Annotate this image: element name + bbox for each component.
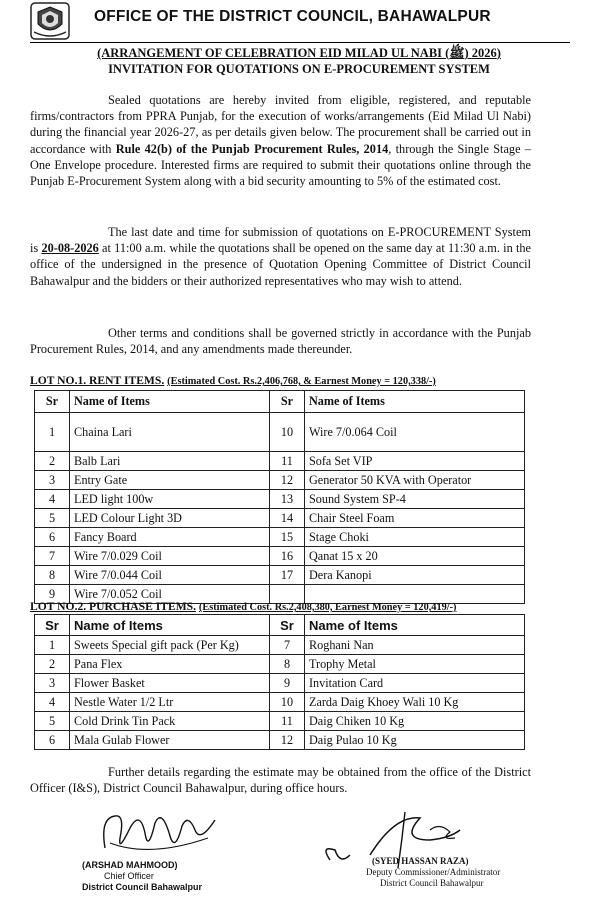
deadline-paragraph bbox=[30, 224, 531, 289]
item-name-cell: Wire 7/0.052 Coil bbox=[70, 585, 270, 604]
item-name-cell: Nestle Water 1/2 Ltr bbox=[70, 693, 270, 712]
item-name-cell: Trophy Metal bbox=[305, 655, 525, 674]
item-name-cell: Chaina Lari bbox=[70, 413, 270, 452]
item-sr-cell: 7 bbox=[35, 547, 70, 566]
table-row bbox=[35, 528, 525, 547]
item-name-cell: Cold Drink Tin Pack bbox=[70, 712, 270, 731]
item-name-cell: Balb Lari bbox=[70, 452, 270, 471]
signature-scribble-left bbox=[90, 808, 230, 863]
item-sr-cell: 10 bbox=[270, 693, 305, 712]
item-sr-cell: 11 bbox=[270, 452, 305, 471]
signature-block-right bbox=[310, 808, 540, 903]
item-sr-cell: 6 bbox=[35, 528, 70, 547]
lot2-title: LOT NO.2. PURCHASE ITEMS. bbox=[30, 600, 196, 613]
item-name-cell: Flower Basket bbox=[70, 674, 270, 693]
table-row bbox=[35, 674, 525, 693]
lot1-heading bbox=[30, 374, 436, 387]
notice-title: (ARRANGEMENT OF CELEBRATION EID MILAD UL NABI (ﷺ) 2026) bbox=[97, 46, 501, 60]
notice-subtitle: INVITATION FOR QUOTATIONS ON E-PROCUREMENT SYSTEM bbox=[108, 62, 490, 76]
item-sr-cell: 14 bbox=[270, 509, 305, 528]
item-sr-cell: 7 bbox=[270, 636, 305, 655]
letterhead bbox=[30, 2, 570, 42]
terms-paragraph bbox=[30, 325, 531, 357]
table-header-row bbox=[35, 615, 525, 636]
item-name-cell: Zarda Daig Khoey Wali 10 Kg bbox=[305, 693, 525, 712]
item-name-cell: LED Colour Light 3D bbox=[70, 509, 270, 528]
item-sr-cell: 8 bbox=[35, 566, 70, 585]
header-divider bbox=[30, 42, 570, 43]
column-header-name: Name of Items bbox=[305, 615, 525, 636]
item-name-cell: Daig Chiken 10 Kg bbox=[305, 712, 525, 731]
item-sr-cell: 2 bbox=[35, 655, 70, 674]
table-row bbox=[35, 509, 525, 528]
item-name-cell: Roghani Nan bbox=[305, 636, 525, 655]
table-row bbox=[35, 636, 525, 655]
column-header-name: Name of Items bbox=[70, 391, 270, 413]
signatory-right-designation: Deputy Commissioner/Administrator bbox=[366, 867, 501, 877]
item-name-cell: Sofa Set VIP bbox=[305, 452, 525, 471]
table-row bbox=[35, 547, 525, 566]
item-sr-cell: 3 bbox=[35, 674, 70, 693]
item-sr-cell: 5 bbox=[35, 509, 70, 528]
item-name-cell: Fancy Board bbox=[70, 528, 270, 547]
lot2-items-table bbox=[34, 614, 525, 750]
table-row bbox=[35, 490, 525, 509]
item-name-cell: Pana Flex bbox=[70, 655, 270, 674]
item-sr-cell: 8 bbox=[270, 655, 305, 674]
column-header-sr: Sr bbox=[35, 391, 70, 413]
item-sr-cell: 4 bbox=[35, 490, 70, 509]
lot1-title: LOT NO.1. RENT ITEMS. bbox=[30, 374, 165, 387]
item-name-cell: Sweets Special gift pack (Per Kg) bbox=[70, 636, 270, 655]
item-name-cell: Wire 7/0.029 Coil bbox=[70, 547, 270, 566]
item-sr-cell: 4 bbox=[35, 693, 70, 712]
item-sr-cell: 11 bbox=[270, 712, 305, 731]
office-title: OFFICE OF THE DISTRICT COUNCIL, BAHAWALPUR bbox=[94, 8, 491, 25]
table-row bbox=[35, 566, 525, 585]
item-sr-cell: 6 bbox=[35, 731, 70, 750]
item-name-cell: Entry Gate bbox=[70, 471, 270, 490]
lot2-estimate: (Estimated Cost. Rs.2,408,380, Earnest Money = 120,419/-) bbox=[198, 602, 457, 613]
column-header-sr: Sr bbox=[270, 391, 305, 413]
item-sr-cell: 12 bbox=[270, 731, 305, 750]
table-row bbox=[35, 452, 525, 471]
item-name-cell: Stage Choki bbox=[305, 528, 525, 547]
item-sr-cell: 2 bbox=[35, 452, 70, 471]
deadline-text-a: The last date and time for submission of quotations on E-PROCUREMENT System is bbox=[30, 225, 531, 256]
item-name-cell: Invitation Card bbox=[305, 674, 525, 693]
table-row bbox=[35, 693, 525, 712]
table-row bbox=[35, 712, 525, 731]
item-name-cell: Qanat 15 x 20 bbox=[305, 547, 525, 566]
table-row bbox=[35, 655, 525, 674]
terms-text: Other terms and conditions shall be governed strictly in accordance with the Punjab Procurement Rules, 2014, and any amendments made thereunder. bbox=[30, 326, 531, 357]
details-text: Further details regarding the estimate may be obtained from the office of the District Officer (I&S), District Council Bahawalpur, during office hours. bbox=[30, 765, 531, 796]
details-paragraph bbox=[30, 764, 531, 796]
lot1-items-table bbox=[34, 390, 525, 604]
item-sr-cell: 17 bbox=[270, 566, 305, 585]
item-sr-cell: 12 bbox=[270, 471, 305, 490]
lot1-estimate: (Estimated Cost. Rs.2,406,768, & Earnest Money = 120,338/-) bbox=[167, 376, 436, 387]
item-sr-cell: 3 bbox=[35, 471, 70, 490]
item-sr-cell: 15 bbox=[270, 528, 305, 547]
district-council-emblem-logo bbox=[30, 2, 70, 40]
lot2-heading bbox=[30, 600, 456, 613]
table-row bbox=[35, 471, 525, 490]
item-sr-cell: 16 bbox=[270, 547, 305, 566]
item-name-cell: Chair Steel Foam bbox=[305, 509, 525, 528]
signatory-left-name: (ARSHAD MAHMOOD) bbox=[82, 860, 178, 870]
item-name-cell: Dera Kanopi bbox=[305, 566, 525, 585]
signatory-right-office: District Council Bahawalpur bbox=[380, 878, 484, 888]
signatory-left-designation: Chief Officer bbox=[104, 871, 154, 881]
intro-text-a: Sealed quotations are hereby invited from eligible, registered, and reputable firms/contractors from PPRA Punjab, for the execution of works/arrangements (Eid Milad Ul Nabi) during the financial year 2026-27, as per details given below. The procurement shall be carried out in accordance with bbox=[30, 93, 531, 156]
table-row bbox=[35, 413, 525, 452]
signature-block-left bbox=[70, 808, 270, 903]
item-sr-cell: 1 bbox=[35, 636, 70, 655]
intro-paragraph bbox=[30, 92, 531, 189]
column-header-sr: Sr bbox=[270, 615, 305, 636]
item-sr-cell: 1 bbox=[35, 413, 70, 452]
deadline-text-b: at 11:00 a.m. while the quotations shall be opened on the same day at 11:30 a.m. in the office of the undersigned in the presence of Quotation Opening Committee of District Council Bahawalpur and the bidders or their authorized representatives who may wish to attend. bbox=[30, 241, 531, 288]
item-sr-cell: 13 bbox=[270, 490, 305, 509]
column-header-sr: Sr bbox=[35, 615, 70, 636]
signatory-right-name: (SYED HASSAN RAZA) bbox=[372, 856, 469, 866]
table-row bbox=[35, 731, 525, 750]
item-sr-cell: 9 bbox=[270, 674, 305, 693]
item-name-cell: Sound System SP-4 bbox=[305, 490, 525, 509]
item-name-cell: Mala Gulab Flower bbox=[70, 731, 270, 750]
item-name-cell: LED light 100w bbox=[70, 490, 270, 509]
table-header-row bbox=[35, 391, 525, 413]
item-sr-cell: 10 bbox=[270, 413, 305, 452]
column-header-name: Name of Items bbox=[305, 391, 525, 413]
column-header-name: Name of Items bbox=[70, 615, 270, 636]
item-name-cell: Daig Pulao 10 Kg bbox=[305, 731, 525, 750]
item-sr-cell: 5 bbox=[35, 712, 70, 731]
signatory-left-office: District Council Bahawalpur bbox=[82, 882, 203, 892]
deadline-date: 20-08-2026 bbox=[41, 241, 99, 256]
item-name-cell: Wire 7/0.044 Coil bbox=[70, 566, 270, 585]
item-sr-cell: 9 bbox=[35, 585, 70, 604]
item-name-cell: Wire 7/0.064 Coil bbox=[305, 413, 525, 452]
item-name-cell: Generator 50 KVA with Operator bbox=[305, 471, 525, 490]
intro-rule-reference: Rule 42(b) of the Punjab Procurement Rules, 2014 bbox=[115, 141, 389, 156]
intro-text-b: , through the Single Stage – One Envelope procedure. Interested firms are required to submit their quotations online through the Punjab E-Procurement System along with a bid security amounting to 5% of the estimated cost. bbox=[30, 141, 531, 189]
